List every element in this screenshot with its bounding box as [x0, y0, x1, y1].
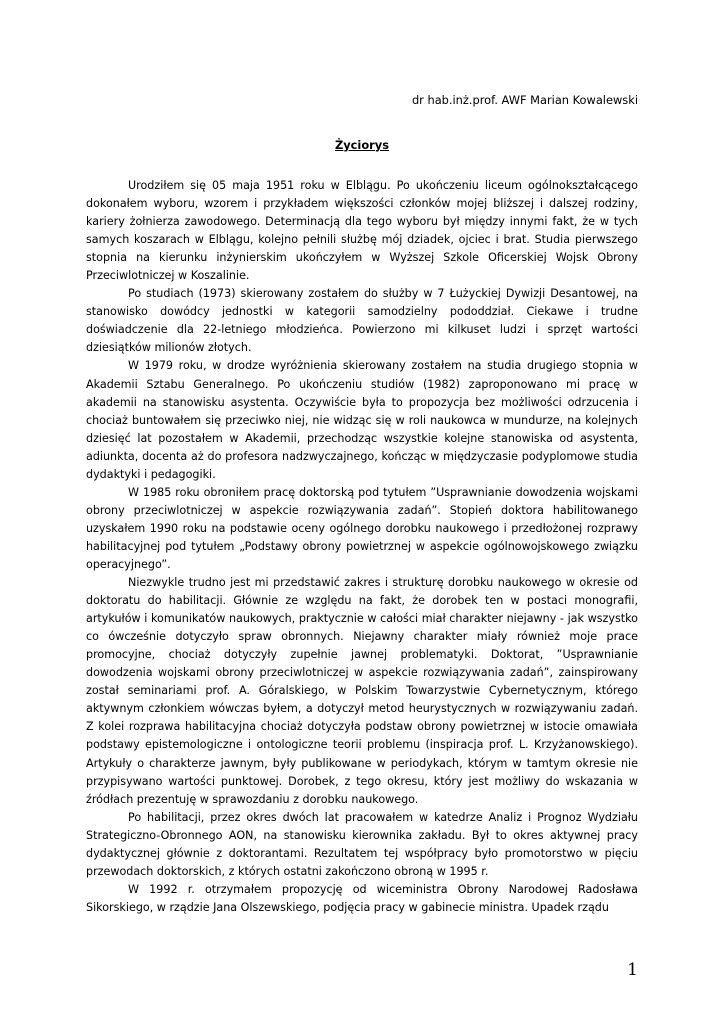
paragraph-2: Po studiach (1973) skierowany zostałem do służby w 7 Łużyckiej Dywizji Desantowej, na stanowisko dowódcy jednostki w kategorii samodzielny pododdział. Ciekawe i trudne doświadczenie dla 22-letniego młodzieńca. Powierzono mi kilkuset ludzi i sprzęt wartości dziesiątków milionów złotych.	[86, 287, 638, 355]
paragraph-4: W 1985 roku obroniłem pracę doktorską pod tytułem ”Usprawnianie dowodzenia wojskami obrony przeciwlotniczej w aspekcie rozwiązywania zadań”. Stopień doktora habilitowanego uzyskałem 1990 roku na podstawie oceny ogólnego dorobku naukowego i przedłożonej rozprawy habilitacyjnej pod tytułem „Podstawy obrony powietrznej w aspekcie ogólnowojskowego związku operacyjnego”.	[86, 485, 638, 571]
document-body	[86, 177, 638, 917]
paragraph-3: W 1979 roku, w drodze wyróżnienia skierowany zostałem na studia drugiego stopnia w Akademii Sztabu Generalnego. Po ukończeniu studiów (1982) zaproponowano mi pracę w akademii na stanowisku asystenta. Oczywiście była to propozycja bez możliwości odrzucenia i chociaż buntowałem się przeciwko niej, nie widząc się w roli naukowca w mundurze, na kolejnych dziesięć lat pozostałem w Akademii, przechodząc wszystkie kolejne stanowiska od asystenta, adiunkta, docenta aż do profesora nadzwyczajnego, kończąc w międzyczasie podyplomowe studia dydaktyki i pedagogiki.	[86, 359, 638, 481]
document-title: Życiorys	[335, 138, 389, 152]
page-number: 1	[627, 960, 638, 980]
paragraph-7: W 1992 r. otrzymałem propozycję od wiceministra Obrony Narodowej Radosława Sikorskiego, w rządzie Jana Olszewskiego, podjęcia pracy w gabinecie ministra. Upadek rządu	[86, 882, 638, 914]
paragraph-6: Po habilitacji, przez okres dwóch lat pracowałem w katedrze Analiz i Prognoz Wydziału Strategiczno-Obronnego AON, na stanowisku kierownika zakładu. Był to okres aktywnej pracy dydaktycznej głównie z doktorantami. Rezultatem tej współpracy było promotorstwo w pięciu przewodach doktorskich, z których ostatni zakończono obroną w 1995 r.	[86, 810, 638, 878]
paragraph-5: Niezwykle trudno jest mi przedstawić zakres i strukturę dorobku naukowego w okresie od doktoratu do habilitacji. Głównie ze względu na fakt, że dorobek ten w postaci monografii, artykułów i komunikatów naukowych, praktycznie w całości miał charakter niejawny - jak wszystko co ówcześnie dotyczyło spraw obronnych. Niejawny charakter miały również moje prace promocyjne, chociaż dotyczyły zupełnie jawnej problematyki. Doktorat, ”Usprawnianie dowodzenia wojskami obrony przeciwlotniczej w aspekcie rozwiązywania zadań”, zainspirowany został seminariami prof. A. Góralskiego, w Polskim Towarzystwie Cybernetycznym, którego aktywnym członkiem wówczas byłem, a dotyczył metod heurystycznych w rozwiązywaniu zadań. Z kolei rozprawa habilitacyjna chociaż dotyczyła podstaw obrony powietrznej w istocie omawiała podstawy epistemologiczne i ontologiczne teorii problemu (inspiracja prof. L. Krzyżanowskiego). Artykuły o charakterze jawnym, były publikowane w periodykach, którym w tamtym okresie nie przypisywano wartości punktowej. Dorobek, z tego okresu, który jest możliwy do wskazania w źródłach prezentuję w sprawozdaniu z dorobku naukowego.	[86, 576, 638, 806]
author-line: dr hab.inż.prof. AWF Marian Kowalewski	[411, 93, 638, 107]
paragraph-1: Urodziłem się 05 maja 1951 roku w Elblągu. Po ukończeniu liceum ogólnokształcącego dokonałem wyboru, wzorem i przykładem większości członków mojej bliższej i dalszej rodziny, kariery żołnierza zawodowego. Determinacją dla tego wyboru był między innymi fakt, że w tych samych koszarach w Elblągu, kolejno pełnili służbę mój dziadek, ojciec i brat. Studia pierwszego stopnia na kierunku inżynierskim ukończyłem w Wyższej Szkole Oficerskiej Wojsk Obrony Przeciwlotniczej w Koszalinie.	[86, 179, 638, 283]
